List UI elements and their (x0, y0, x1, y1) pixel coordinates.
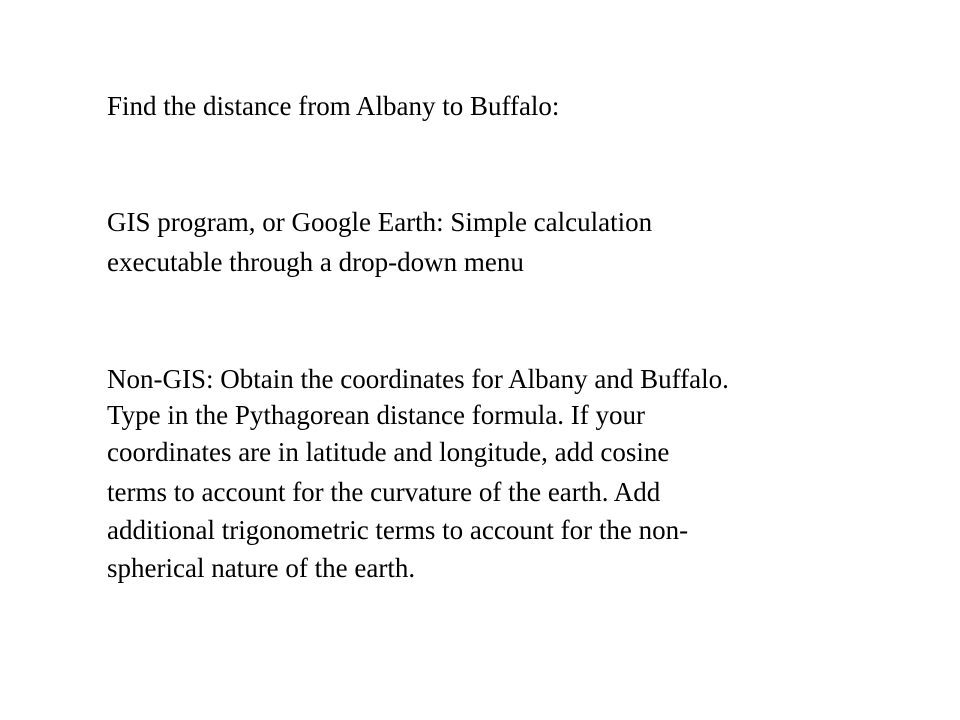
gis-paragraph-line: executable through a drop-down menu (107, 247, 524, 277)
non-gis-paragraph-line: spherical nature of the earth. (107, 553, 416, 583)
non-gis-paragraph-line: Non-GIS: Obtain the coordinates for Albany and Buffalo. (107, 364, 729, 394)
non-gis-paragraph-line: terms to account for the curvature of the earth. Add (107, 477, 661, 507)
gis-paragraph-line: GIS program, or Google Earth: Simple calculation (107, 207, 653, 237)
slide-heading: Find the distance from Albany to Buffalo: (107, 91, 560, 121)
non-gis-paragraph-line: coordinates are in latitude and longitude, add cosine (107, 437, 670, 467)
non-gis-paragraph-line: Type in the Pythagorean distance formula. If your (107, 400, 645, 430)
non-gis-paragraph-line: additional trigonometric terms to account for the non- (107, 515, 689, 545)
